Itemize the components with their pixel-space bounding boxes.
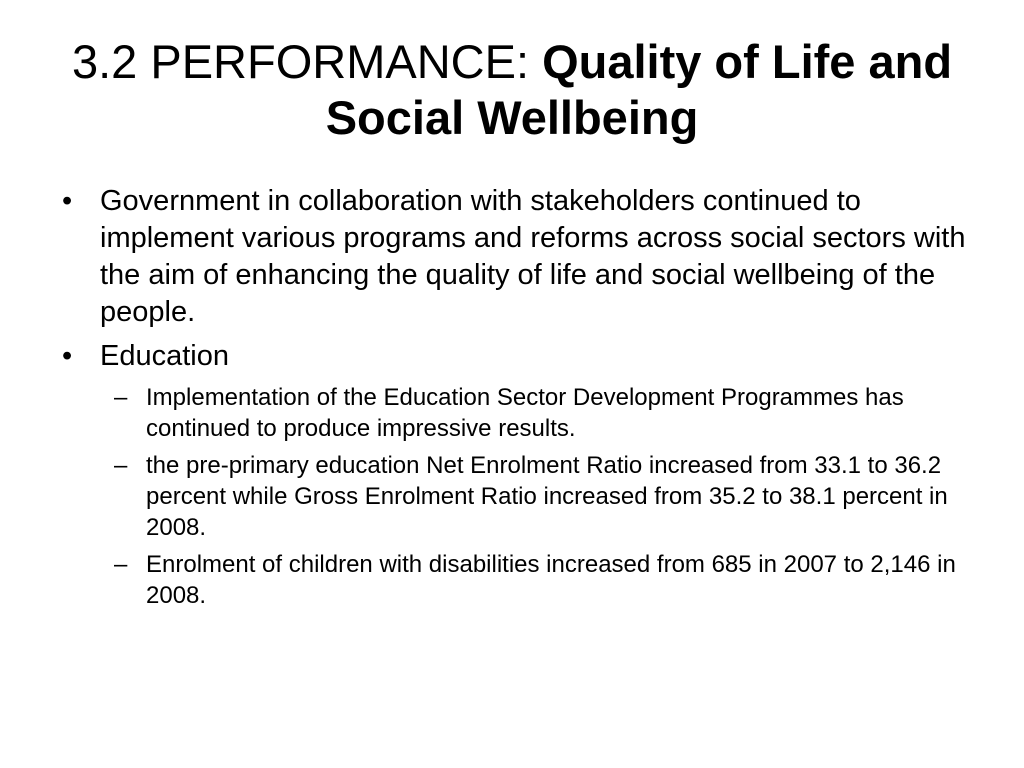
sub-bullet-enrolment-ratio (58, 450, 978, 543)
sub-bullet-marker: – (114, 551, 128, 578)
sub-bullet-text: the pre-primary education Net Enrolment Ratio increased from 33.1 to 36.2 percent while Gross Enrolment Ratio increased from 35.2 to 38.1 percent in 2008. (146, 452, 948, 541)
sub-bullet-esdp (58, 382, 978, 444)
sub-bullet-text: Enrolment of children with disabilities increased from 685 in 2007 to 2,146 in 2008. (146, 551, 956, 609)
bullet-text: Education (100, 340, 229, 372)
bullet-marker: • (62, 185, 73, 217)
sub-bullet-disabilities (58, 549, 978, 611)
bullet-education (58, 338, 978, 375)
title-prefix: 3.2 PERFORMANCE: (71, 35, 543, 88)
slide-content (58, 183, 978, 617)
bullet-government (58, 183, 978, 331)
sub-bullet-marker: – (114, 384, 128, 411)
sub-bullet-marker: – (114, 452, 128, 479)
slide-title (60, 34, 964, 146)
sub-bullet-text: Implementation of the Education Sector Development Programmes has continued to produce impressive results. (146, 384, 904, 442)
title-bold: Quality of Life and Social Wellbeing (325, 35, 953, 144)
bullet-marker: • (62, 340, 73, 372)
education-sub-list (58, 382, 978, 611)
bullet-text: Government in collaboration with stakeholders continued to implement various programs and reforms across social sectors with the aim of enhancing the quality of life and social wellbeing of the people. (100, 185, 966, 328)
